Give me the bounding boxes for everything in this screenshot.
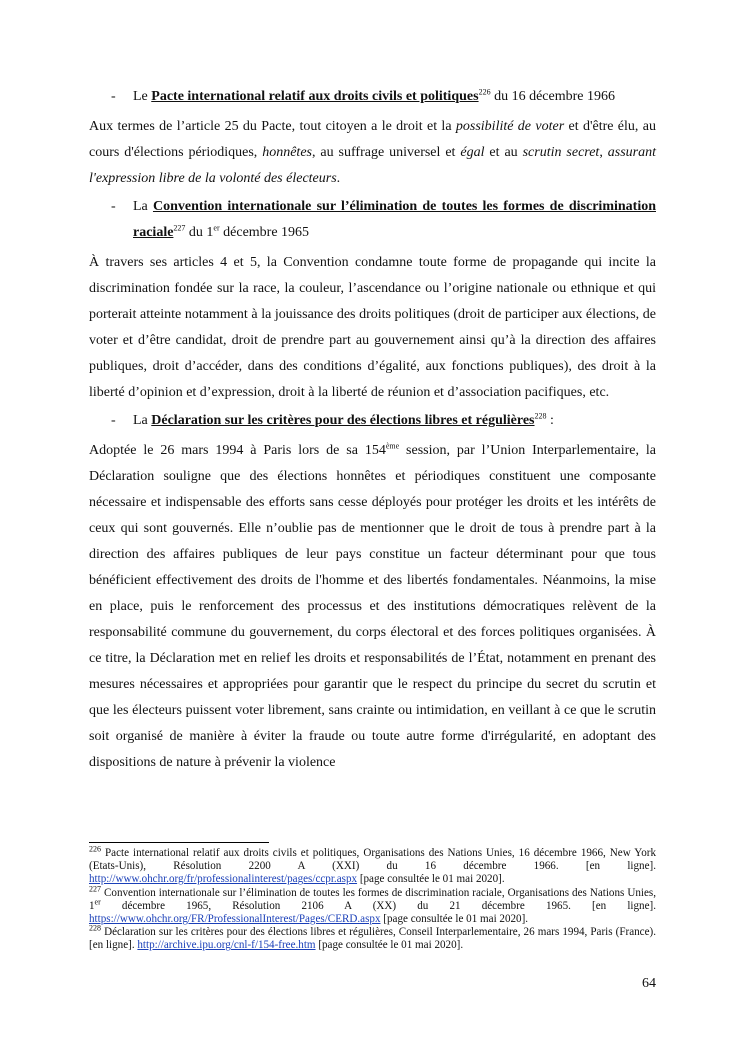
bullet-dash: - [111, 413, 116, 428]
footnotes [89, 844, 656, 953]
heading-title: Pacte international relatif aux droits civils et politiques [151, 89, 479, 104]
heading-suffix: du 1 [185, 225, 214, 240]
footnote-227 [89, 883, 656, 927]
footnote-text: [page consultée le 01 mai 2020]. [315, 939, 464, 952]
footnote-ref: 228 [534, 411, 547, 421]
heading-suffix: : [546, 413, 554, 428]
text-run: et d'être élu, au cours d'élections périodiques, [89, 119, 656, 160]
footnote-separator [89, 842, 269, 843]
paragraph-convention: À travers ses articles 4 et 5, la Convention condamne toute forme de propagande qui incite la discrimination fondée sur la race, la couleur, l’ascendance ou l’origine nationale ou ethnique et qui porterait atteinte notamment à la jouissance des droits politiques (droit de participer aux élections, de voter et d’être candidat, droit de prendre part au gouvernement ainsi qu’à la direction des affaires publiques, droit d’accéder, dans des conditions d’égalité, aux fonctions publiques), des droit à la liberté d’opinion et d’expression, droit à la liberté de réunion et d’association pacifiques, etc. [89, 255, 656, 400]
footnote-number: 226 [89, 844, 101, 854]
section-heading-declaration [89, 408, 656, 434]
text-run: , au suffrage universel et [311, 145, 461, 160]
footnote-ref: 227 [173, 223, 186, 233]
heading-title: Déclaration sur les critères pour des élections libres et régulières [151, 413, 535, 428]
bullet-dash: - [111, 89, 116, 104]
heading-prefix: La [133, 413, 152, 428]
ordinal-sup: er [213, 223, 220, 233]
footnote-link[interactable]: https://www.ohchr.org/FR/ProfessionalInterest/Pages/CERD.aspx [89, 913, 381, 926]
heading-suffix: décembre 1965 [219, 225, 310, 240]
footnote-ref: 226 [478, 87, 491, 97]
paragraph-article-25 [89, 114, 656, 192]
footnote-text: décembre 1965, Résolution 2106 A (XX) du 21 décembre 1965. [en ligne]. [100, 899, 656, 912]
footnote-link[interactable]: http://archive.ipu.org/cnl-f/154-free.htm [137, 939, 316, 952]
footnote-text: Pacte international relatif aux droits civils et politiques, Organisations des Nations Unies, 16 décembre 1966, New York (Etats-Unis), Résolution 2200 A (XXI) du 16 décembre 1966. [en ligne]. [89, 847, 656, 873]
heading-prefix: La [133, 199, 153, 214]
footnote-number: 227 [89, 883, 101, 893]
footnote-text: Déclaration sur les critères pour des élections libres et régulières, Conseil Interparlementaire, 26 mars 1994, Paris (France). [en ligne]. [89, 926, 656, 952]
footnote-number: 228 [89, 923, 101, 933]
text-run: Adoptée le 26 mars 1994 à Paris lors de sa 154 [89, 443, 386, 458]
page-number: 64 [642, 976, 656, 991]
section-heading-pacte [89, 84, 656, 110]
italic-run: honnêtes [262, 145, 312, 160]
footnote-226 [89, 844, 656, 887]
italic-run: assurant l'expression libre de la volonté des électeurs [89, 145, 656, 186]
text-run: . [336, 171, 341, 186]
paragraph-declaration [89, 438, 656, 776]
heading-suffix: du 16 décembre 1966 [490, 89, 615, 104]
text-run: et au [484, 145, 523, 160]
footnote-text: Convention internationale sur l’élimination de toutes les formes de discrimination raciale, Organisations des Nations Unies, 1 [89, 886, 656, 912]
heading-title: Convention internationale sur l’élimination de toutes les formes de discrimination raciale [133, 199, 656, 240]
text-run: Aux termes de l’article 25 du Pacte, tout citoyen a le droit et la [89, 119, 456, 134]
footnote-text: [page consultée le 01 mai 2020]. [357, 873, 505, 886]
ordinal-sup: er [94, 897, 101, 907]
footnote-text: [page consultée le 01 mai 2020]. [380, 913, 529, 926]
bullet-dash: - [111, 199, 116, 214]
text-run: session, par l’Union Interparlementaire, la Déclaration souligne que des élections honnêtes et périodiques constituent une composante nécessaire et indispensable des efforts sans cesse déployés pour protéger les droits et les intérêts de ceux qui sont gouvernés. Elle n’oublie pas de mentionner que le droit de tous à prendre part à la direction des affaires publiques de leur pays constitue un facteur déterminant pour que tous bénéficient effectivement des droits de l'homme et des libertés fondamentales. Néanmoins, la mise en place, puis le renforcement des processus et des institutions démocratiques relèvent de la responsabilité commune du gouvernement, du corps électoral et des forces politiques organisées. À ce titre, la Déclaration met en relief les droits et responsabilités de l’État, notamment en prenant des mesures nécessaires et appropriées pour garantir que le respect du principe du secret du scrutin et que les électeurs puissent voter librement, sans crainte ou intimidation, en veillant à ce que le scrutin soit organisé de manière à éviter la fraude ou toute autre forme d'irrégularité, en adoptant des dispositions de nature à prévenir la violence [89, 443, 657, 770]
italic-run: possibilité de voter [455, 119, 565, 134]
italic-run: égal [460, 145, 485, 160]
page-body [89, 82, 656, 776]
ordinal-sup: ème [385, 441, 400, 451]
footnote-link[interactable]: http://www.ohchr.org/fr/professionalinterest/pages/ccpr.aspx [89, 873, 358, 886]
heading-prefix: Le [133, 89, 152, 104]
italic-run: scrutin secret [522, 145, 600, 160]
footnote-228 [89, 923, 656, 952]
text-run: , [599, 145, 608, 160]
section-heading-convention [89, 194, 656, 246]
